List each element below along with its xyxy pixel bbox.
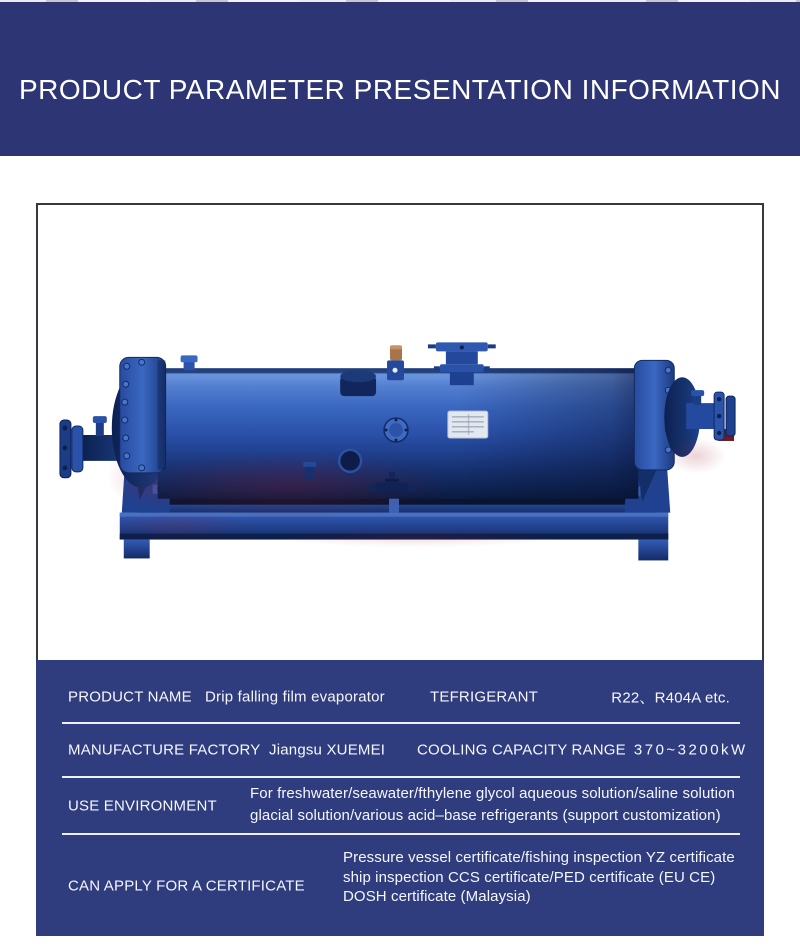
use-environment-line-1: For freshwater/seawater/fthylene glycol aqueous solution/saline solution xyxy=(250,785,735,802)
top-dark-cap xyxy=(340,370,376,396)
spec-row-product-name xyxy=(36,660,764,722)
right-end-assembly xyxy=(634,360,735,474)
spec-row-use-environment xyxy=(36,778,764,833)
page-title: PRODUCT PARAMETER PRESENTATION INFORMATION xyxy=(18,74,781,105)
spec-cooling-capacity xyxy=(417,742,748,759)
spec-label-product-name: PRODUCT NAME xyxy=(68,688,192,706)
certificate-line-3: DOSH certificate (Malaysia) xyxy=(343,888,531,905)
spec-label-cooling-capacity: COOLING CAPACITY RANGE xyxy=(417,741,626,759)
inspection-port xyxy=(384,418,408,442)
spec-value-product-name: Drip falling film evaporator xyxy=(205,688,385,706)
certificate-line-1: Pressure vessel certificate/fishing inspection YZ certificate xyxy=(343,849,735,866)
header-banner xyxy=(0,2,800,156)
certificate-line-2: ship inspection CCS certificate/PED certificate (EU CE) xyxy=(343,868,716,886)
sight-glass xyxy=(339,450,361,472)
product-photo xyxy=(38,205,762,660)
spec-label-manufacture-factory: MANUFACTURE FACTORY xyxy=(68,741,261,759)
spec-label-certificate: CAN APPLY FOR A CERTIFICATE xyxy=(68,877,305,894)
spec-row-certificate xyxy=(36,835,764,936)
tank-body xyxy=(123,368,639,518)
spec-value-cooling-capacity: 370~3200kW xyxy=(633,741,748,759)
top-nozzle xyxy=(181,355,198,370)
machine-base-skid xyxy=(108,512,668,561)
spec-row-manufacture xyxy=(36,724,764,776)
spec-value-use-environment xyxy=(250,783,735,827)
spec-value-manufacture-factory: Jiangsu XUEMEI xyxy=(269,741,386,759)
spec-label-refrigerant: TEFRIGERANT xyxy=(430,688,539,706)
nameplate xyxy=(448,411,488,438)
left-tubesheet-plate xyxy=(120,357,166,472)
spec-value-refrigerant: R22、R404A etc. xyxy=(611,689,730,707)
brass-valve xyxy=(387,345,404,380)
spec-table xyxy=(36,660,764,936)
spec-value-certificate xyxy=(343,848,735,907)
spec-label-use-environment: USE ENVIRONMENT xyxy=(68,797,217,814)
product-photo-frame xyxy=(36,203,764,660)
use-environment-line-2: glacial solution/various acid–base refrigerants (support customization) xyxy=(250,807,721,824)
